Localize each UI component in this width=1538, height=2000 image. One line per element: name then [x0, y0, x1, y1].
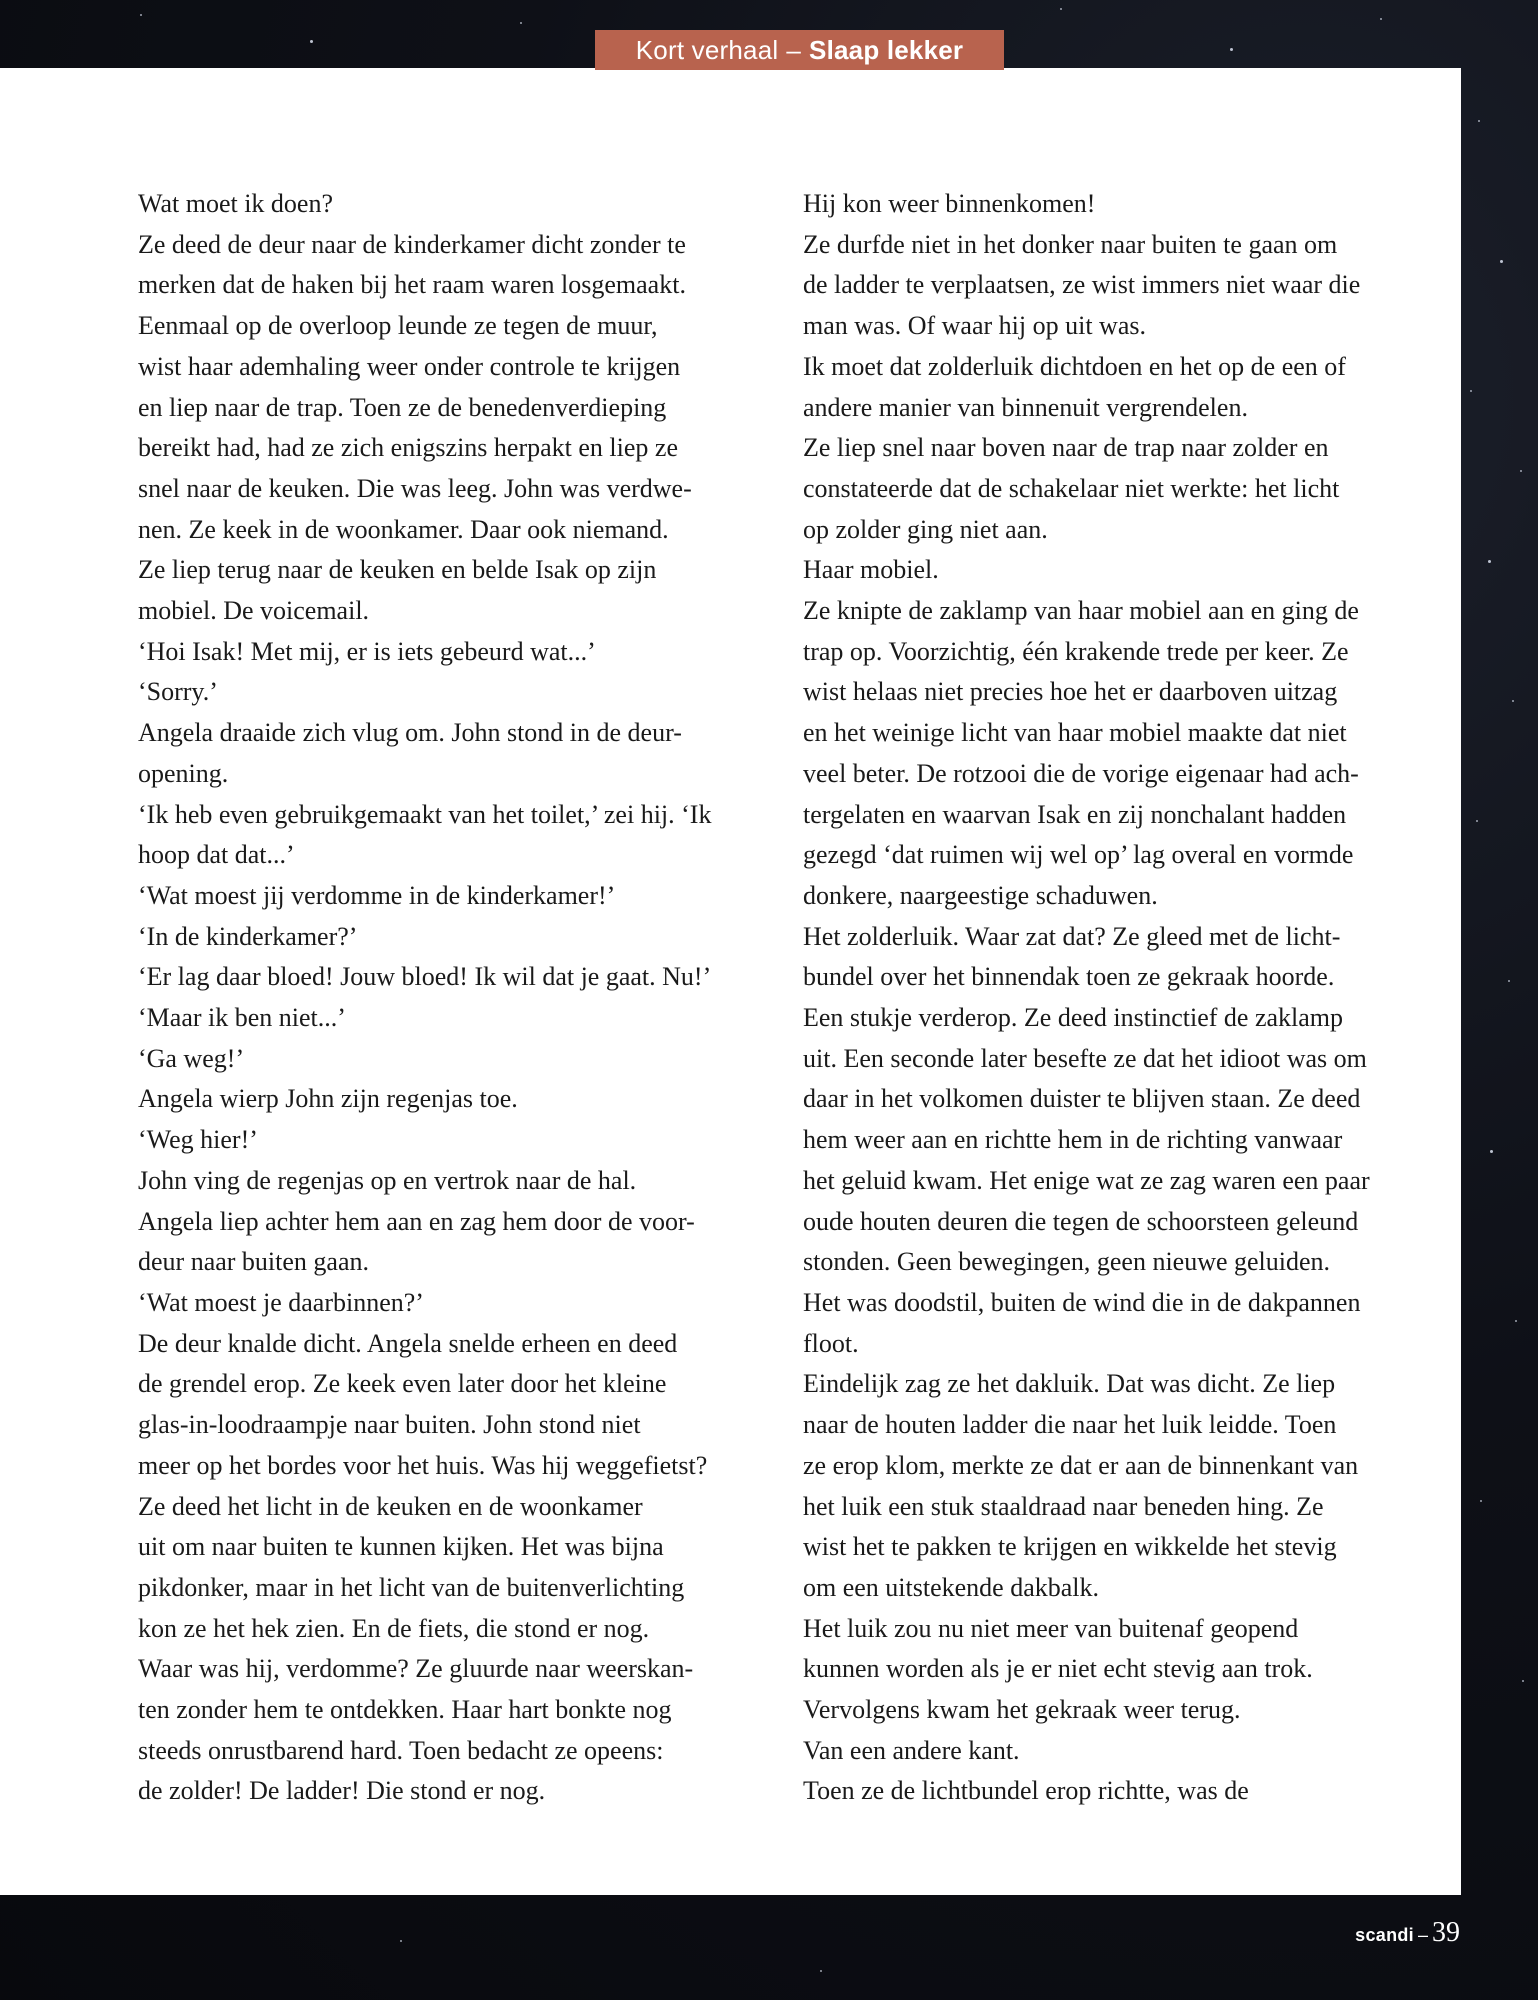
- text-line: op zolder ging niet aan.: [803, 514, 1048, 544]
- text-line: de grendel erop. Ze keek even later door het kleine: [138, 1369, 667, 1399]
- text-line: Haar mobiel.: [803, 555, 939, 585]
- text-line: ten zonder hem te ontdekken. Haar hart bonkte nog: [138, 1695, 672, 1725]
- star: [1488, 560, 1491, 563]
- story-title: Slaap lekker: [809, 35, 964, 65]
- text-line: snel naar de keuken. Die was leeg. John was verdwe-: [138, 473, 692, 503]
- footer-separator: –: [1417, 1925, 1428, 1945]
- text-line: kon ze het hek zien. En de fiets, die stond er nog.: [138, 1613, 650, 1643]
- text-line: andere manier van binnenuit vergrendelen.: [803, 392, 1248, 422]
- text-line: uit om naar buiten te kunnen kijken. Het was bijna: [138, 1532, 664, 1562]
- text-line: stonden. Geen bewegingen, geen nieuwe geluiden.: [803, 1247, 1331, 1277]
- text-line: pikdonker, maar in het licht van de buitenverlichting: [138, 1572, 685, 1602]
- page-number: 39: [1432, 1917, 1460, 1948]
- text-line: Angela draaide zich vlug om. John stond in de deur-: [138, 718, 682, 748]
- text-line: Een stukje verderop. Ze deed instinctief de zaklamp: [803, 1003, 1344, 1033]
- header-separator: –: [786, 35, 802, 65]
- text-line: merken dat de haken bij het raam waren losgemaakt.: [138, 270, 686, 300]
- star: [1515, 1320, 1517, 1322]
- text-line: ‘Hoi Isak! Met mij, er is iets gebeurd wat...’: [138, 636, 596, 666]
- magazine-brand: scandi: [1355, 1925, 1414, 1945]
- star: [1508, 980, 1510, 982]
- star: [1500, 260, 1503, 263]
- text-line: bundel over het binnendak toen ze gekraak hoorde.: [803, 962, 1335, 992]
- text-line: oude houten deuren die tegen de schoorsteen geleund: [803, 1206, 1359, 1236]
- text-line: wist helaas niet precies hoe het er daarboven uitzag: [803, 677, 1338, 707]
- star: [1512, 700, 1514, 702]
- star: [1520, 470, 1522, 472]
- star: [400, 1940, 402, 1942]
- text-line: hem weer aan en richtte hem in de richting vanwaar: [803, 1125, 1343, 1155]
- section-header-tag: [595, 30, 1004, 70]
- text-line: Het zolderluik. Waar zat dat? Ze gleed met de licht-: [803, 921, 1341, 951]
- text-line: wist het te pakken te krijgen en wikkelde het stevig: [803, 1532, 1337, 1562]
- text-line: bereikt had, had ze zich enigszins herpakt en liep ze: [138, 433, 678, 463]
- text-line: de ladder te verplaatsen, ze wist immers niet waar die: [803, 270, 1361, 300]
- text-line: Ze liep terug naar de keuken en belde Isak op zijn: [138, 555, 657, 585]
- text-line: donkere, naargeestige schaduwen.: [803, 880, 1158, 910]
- text-line: floot.: [803, 1328, 859, 1358]
- text-line: ‘Ik heb even gebruikgemaakt van het toilet,’ zei hij. ‘Ik: [138, 799, 712, 829]
- star: [1480, 1500, 1482, 1502]
- text-line: Hij kon weer binnenkomen!: [803, 189, 1096, 218]
- text-line: ‘In de kinderkamer?’: [138, 921, 358, 951]
- text-line: ‘Sorry.’: [138, 677, 218, 707]
- text-line: opening.: [138, 758, 229, 788]
- star: [1478, 120, 1480, 122]
- text-line: Ze deed de deur naar de kinderkamer dicht zonder te: [138, 229, 686, 259]
- text-line: en liep naar de trap. Toen ze de benedenverdieping: [138, 392, 667, 422]
- text-line: ‘Maar ik ben niet...’: [138, 1003, 346, 1033]
- text-line: Angela wierp John zijn regenjas toe.: [138, 1084, 518, 1114]
- text-line: veel beter. De rotzooi die de vorige eigenaar had ach-: [803, 758, 1359, 788]
- text-line: Vervolgens kwam het gekraak weer terug.: [803, 1695, 1241, 1725]
- text-line: Het was doodstil, buiten de wind die in de dakpannen: [803, 1287, 1361, 1317]
- text-line: deur naar buiten gaan.: [138, 1247, 370, 1277]
- text-line: het geluid kwam. Het enige wat ze zag waren een paar: [803, 1165, 1370, 1195]
- text-line: de zolder! De ladder! Die stond er nog.: [138, 1776, 546, 1806]
- section-label: Kort verhaal: [635, 35, 779, 65]
- text-line: Waar was hij, verdomme? Ze gluurde naar weerskan-: [138, 1654, 694, 1684]
- text-line: man was. Of waar hij op uit was.: [803, 311, 1146, 341]
- text-line: Ik moet dat zolderluik dichtdoen en het op de een of: [803, 351, 1346, 381]
- text-line: en het weinige licht van haar mobiel maakte dat niet: [803, 718, 1347, 748]
- text-column-right: [803, 184, 1428, 1812]
- star: [1470, 390, 1472, 392]
- text-line: trap op. Voorzichtig, één krakende trede per keer. Ze: [803, 636, 1349, 666]
- star: [1380, 18, 1382, 20]
- star: [1522, 1680, 1524, 1682]
- text-line: ‘Wat moest je daarbinnen?’: [138, 1287, 424, 1317]
- star: [1490, 1150, 1493, 1153]
- star: [1230, 48, 1233, 51]
- text-line: Wat moet ik doen?: [138, 189, 334, 218]
- text-line: uit. Een seconde later besefte ze dat het idioot was om: [803, 1043, 1367, 1073]
- text-line: ‘Ga weg!’: [138, 1043, 245, 1073]
- text-line: meer op het bordes voor het huis. Was hij weggefietst?: [138, 1450, 708, 1480]
- text-line: Eenmaal op de overloop leunde ze tegen de muur,: [138, 311, 658, 341]
- text-line: steeds onrustbarend hard. Toen bedacht ze opeens:: [138, 1735, 664, 1765]
- text-line: daar in het volkomen duister te blijven staan. Ze deed: [803, 1084, 1361, 1114]
- text-column-left: [138, 184, 763, 1812]
- text-line: om een uitstekende dakbalk.: [803, 1572, 1100, 1602]
- star: [820, 1970, 822, 1972]
- text-line: tergelaten en waarvan Isak en zij nonchalant hadden: [803, 799, 1347, 829]
- star: [1476, 820, 1478, 822]
- text-line: ‘Er lag daar bloed! Jouw bloed! Ik wil dat je gaat. Nu!’: [138, 962, 712, 992]
- page-footer: [1355, 1917, 1460, 1949]
- text-line: constateerde dat de schakelaar niet werkte: het licht: [803, 473, 1340, 503]
- text-line: De deur knalde dicht. Angela snelde erheen en deed: [138, 1328, 678, 1358]
- text-line: kunnen worden als je er niet echt stevig aan trok.: [803, 1654, 1313, 1684]
- star: [520, 22, 522, 24]
- text-line: John ving de regenjas op en vertrok naar de hal.: [138, 1165, 637, 1195]
- text-line: Ze deed het licht in de keuken en de woonkamer: [138, 1491, 643, 1521]
- text-line: Eindelijk zag ze het dakluik. Dat was dicht. Ze liep: [803, 1369, 1336, 1399]
- star: [1060, 8, 1062, 10]
- text-line: Toen ze de lichtbundel erop richtte, was de: [803, 1776, 1249, 1806]
- text-line: ‘Weg hier!’: [138, 1125, 258, 1155]
- text-line: gezegd ‘dat ruimen wij wel op’ lag overal en vormde: [803, 840, 1354, 870]
- text-line: Het luik zou nu niet meer van buitenaf geopend: [803, 1613, 1299, 1643]
- text-line: hoop dat dat...’: [138, 840, 295, 870]
- text-line: glas-in-loodraampje naar buiten. John stond niet: [138, 1410, 641, 1440]
- text-line: ze erop klom, merkte ze dat er aan de binnenkant van: [803, 1450, 1359, 1480]
- text-line: Ze durfde niet in het donker naar buiten te gaan om: [803, 229, 1338, 259]
- text-line: Ze knipte de zaklamp van haar mobiel aan en ging de: [803, 596, 1359, 626]
- text-line: nen. Ze keek in de woonkamer. Daar ook niemand.: [138, 514, 669, 544]
- text-line: Ze liep snel naar boven naar de trap naar zolder en: [803, 433, 1329, 463]
- text-line: Angela liep achter hem aan en zag hem door de voor-: [138, 1206, 695, 1236]
- text-line: wist haar ademhaling weer onder controle te krijgen: [138, 351, 681, 381]
- text-line: Van een andere kant.: [803, 1735, 1020, 1765]
- star: [310, 40, 313, 43]
- star: [140, 14, 142, 16]
- text-line: mobiel. De voicemail.: [138, 596, 370, 626]
- text-line: ‘Wat moest jij verdomme in de kinderkamer!’: [138, 880, 616, 910]
- text-line: naar de houten ladder die naar het luik leidde. Toen: [803, 1410, 1337, 1440]
- text-line: het luik een stuk staaldraad naar beneden hing. Ze: [803, 1491, 1324, 1521]
